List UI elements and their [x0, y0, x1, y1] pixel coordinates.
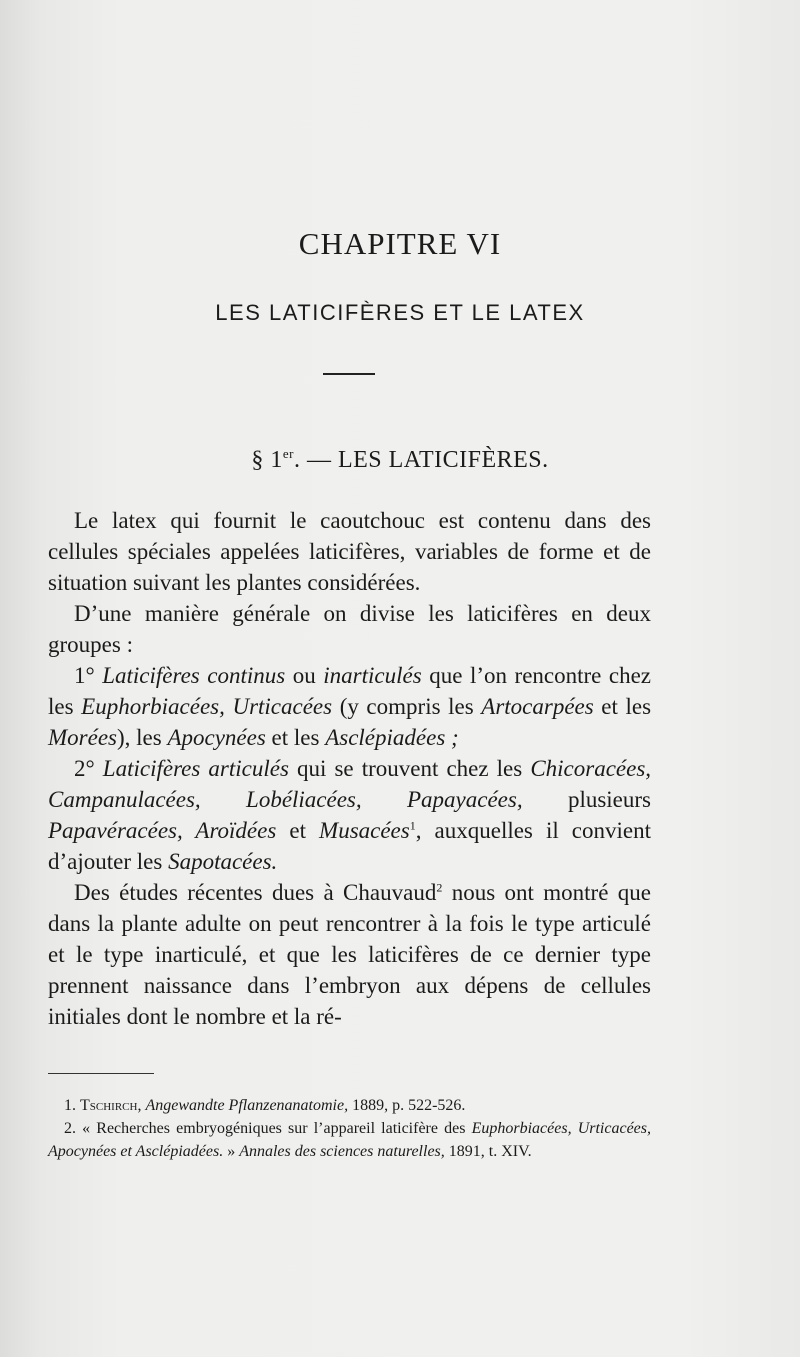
- text: Des études récentes dues à Chauvaud: [74, 880, 437, 905]
- footnote-divider: [48, 1073, 154, 1074]
- footnote-text: 1889, p. 522-526.: [352, 1097, 466, 1114]
- footnote-number: 1.: [64, 1097, 76, 1114]
- footnote-1: [48, 1094, 651, 1117]
- title-divider: [323, 373, 375, 375]
- term: Laticifères continus: [102, 663, 286, 688]
- term: Chicoracées, Campanulacées, Lobéliacées, Papayacées,: [48, 756, 652, 812]
- paragraph-4: [48, 753, 651, 877]
- section-number: § 1: [251, 447, 283, 473]
- term: Musacées: [319, 818, 410, 843]
- footnote-work-title: Angewandte Pflanzenanatomie,: [145, 1097, 349, 1114]
- text: que l’on rencontre chez les: [48, 663, 652, 719]
- term: Papavéracées, Aroïdées: [48, 818, 277, 843]
- footnote-2: [48, 1117, 651, 1163]
- term: Euphorbiacées, Urticacées: [81, 694, 333, 719]
- text: plusieurs: [567, 787, 651, 812]
- section-number-sup: er: [282, 446, 294, 461]
- term: Laticifères articulés: [102, 756, 289, 781]
- footnote-text: « Recherches embryogéniques sur l’appareil laticifère des: [82, 1120, 466, 1137]
- footnote-author: Tschirch,: [80, 1097, 142, 1114]
- term: Morées: [48, 725, 117, 750]
- footnote-ref-2: 2: [436, 880, 443, 895]
- text: et les: [601, 694, 652, 719]
- text: et les: [271, 725, 320, 750]
- footnote-ref-1: 1: [409, 818, 416, 833]
- chapter-subtitle: LES LATICIFÈRES ET LE LATEX: [215, 300, 585, 325]
- text: nous ont montré que dans la plante adulte on peut rencontrer à la fois le type articulé et le type inarticulé, et que les laticifères de ce dernier type prennent naissance dans l’embryon aux dépens de cellules initiales dont le nombre et la ré-: [48, 880, 651, 1029]
- section-heading: [0, 446, 800, 474]
- footnote-journal: Annales des sciences naturelles,: [239, 1143, 445, 1160]
- paragraph-2: D’une manière générale on divise les laticifères en deux groupes :: [48, 601, 651, 657]
- term: Asclépiadées ;: [325, 725, 459, 750]
- text: , auxquelles il convient d’ajouter les: [48, 818, 651, 874]
- footnote-text: »: [227, 1143, 236, 1160]
- text: qui se trouvent chez les: [297, 756, 523, 781]
- text: ou: [292, 663, 316, 688]
- chapter-title: CHAPITRE VI: [298, 226, 502, 261]
- term: Artocarpées: [481, 694, 594, 719]
- term: Apocynées: [167, 725, 266, 750]
- text: et: [289, 818, 306, 843]
- footnotes: [48, 1094, 651, 1163]
- term: Sapotacées.: [168, 849, 278, 874]
- footnote-text: 1891, t. XIV.: [448, 1143, 532, 1160]
- text: (y compris les: [339, 694, 474, 719]
- paragraph-5: [48, 877, 651, 1032]
- list-number: 1°: [74, 663, 95, 688]
- paragraph-3: [48, 660, 651, 753]
- term: inarticulés: [323, 663, 422, 688]
- text: ), les: [116, 725, 162, 750]
- list-number: 2°: [74, 756, 95, 781]
- paragraph-1: Le latex qui fournit le caoutchouc est contenu dans des cellules spéciales appelées laticifères, variables de forme et de situation suivant les plantes considérées.: [48, 508, 651, 595]
- footnote-work-title: Euphorbiacées, Urticacées, Apocynées et Asclépiadées.: [48, 1120, 652, 1160]
- footnote-number: 2.: [64, 1120, 76, 1137]
- body-text: [48, 505, 651, 1032]
- section-title: . — LES LATICIFÈRES.: [293, 447, 549, 473]
